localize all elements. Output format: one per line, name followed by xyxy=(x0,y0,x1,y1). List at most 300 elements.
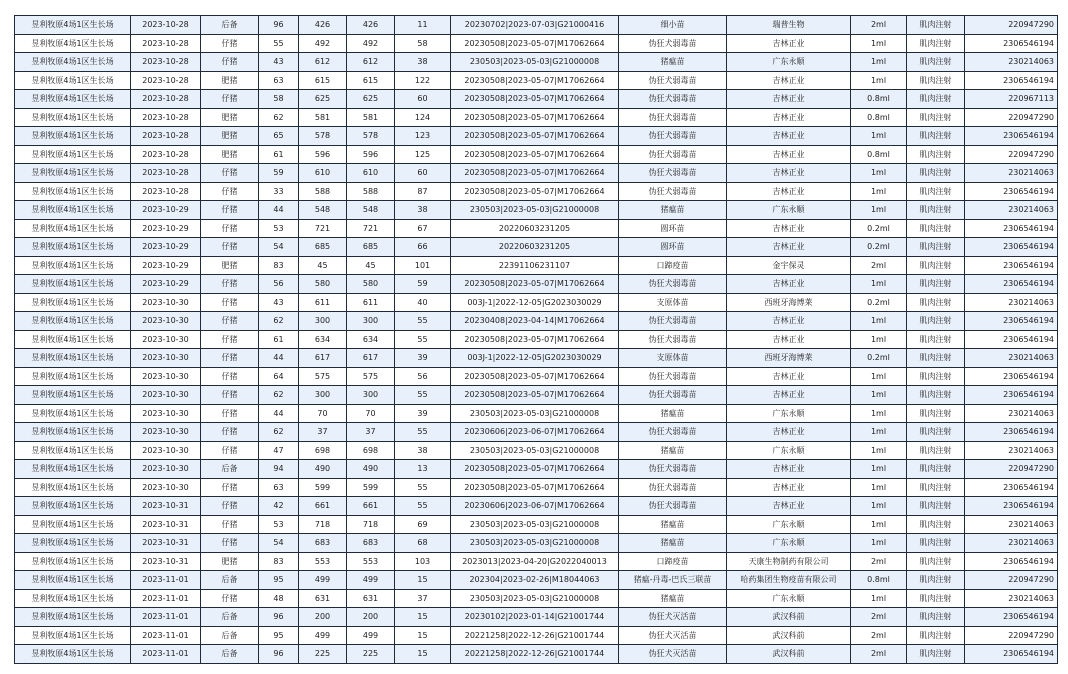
cell-farm[interactable]: 昱利牧原4场1区生长场 xyxy=(15,293,131,312)
cell-vaccine[interactable]: 伪狂犬弱毒苗 xyxy=(619,90,727,109)
cell-pig-type[interactable]: 仔猪 xyxy=(201,386,259,405)
cell-count-b[interactable]: 625 xyxy=(347,90,395,109)
table-row[interactable] xyxy=(15,275,1058,294)
cell-date[interactable]: 2023-10-29 xyxy=(131,219,201,238)
cell-barn[interactable]: 62 xyxy=(259,386,299,405)
cell-age-days[interactable]: 40 xyxy=(395,293,451,312)
cell-doc-no[interactable]: 2306546194 xyxy=(965,312,1058,331)
cell-count-a[interactable]: 617 xyxy=(299,349,347,368)
cell-barn[interactable]: 54 xyxy=(259,238,299,257)
cell-doc-no[interactable]: 230214063 xyxy=(965,201,1058,220)
cell-manufacturer[interactable]: 广东永顺 xyxy=(727,53,851,72)
cell-pig-type[interactable]: 仔猪 xyxy=(201,164,259,183)
cell-age-days[interactable]: 15 xyxy=(395,645,451,664)
cell-batch[interactable]: 003J-1|2022-12-05|G2023030029 xyxy=(451,349,619,368)
cell-farm[interactable]: 昱利牧原4场1区生长场 xyxy=(15,238,131,257)
cell-age-days[interactable]: 37 xyxy=(395,589,451,608)
cell-vaccine[interactable]: 伪狂犬弱毒苗 xyxy=(619,182,727,201)
cell-vaccine[interactable]: 支原体苗 xyxy=(619,293,727,312)
cell-doc-no[interactable]: 230214063 xyxy=(965,293,1058,312)
cell-route[interactable]: 肌肉注射 xyxy=(907,478,965,497)
table-row[interactable] xyxy=(15,312,1058,331)
cell-barn[interactable]: 56 xyxy=(259,275,299,294)
cell-count-a[interactable]: 661 xyxy=(299,497,347,516)
cell-barn[interactable]: 62 xyxy=(259,108,299,127)
cell-farm[interactable]: 昱利牧原4场1区生长场 xyxy=(15,497,131,516)
cell-doc-no[interactable]: 220947290 xyxy=(965,571,1058,590)
cell-date[interactable]: 2023-10-30 xyxy=(131,404,201,423)
cell-count-a[interactable]: 578 xyxy=(299,127,347,146)
cell-pig-type[interactable]: 后备 xyxy=(201,16,259,35)
cell-route[interactable]: 肌肉注射 xyxy=(907,71,965,90)
table-row[interactable] xyxy=(15,108,1058,127)
cell-dose[interactable]: 0.8ml xyxy=(851,571,907,590)
cell-batch[interactable]: 20220603231205 xyxy=(451,219,619,238)
cell-batch[interactable]: 230503|2023-05-03|G21000008 xyxy=(451,53,619,72)
cell-barn[interactable]: 44 xyxy=(259,349,299,368)
cell-count-b[interactable]: 225 xyxy=(347,645,395,664)
cell-date[interactable]: 2023-10-31 xyxy=(131,552,201,571)
table-row[interactable] xyxy=(15,534,1058,553)
cell-dose[interactable]: 1ml xyxy=(851,53,907,72)
cell-batch[interactable]: 20230508|2023-05-07|M17062664 xyxy=(451,367,619,386)
cell-count-a[interactable]: 610 xyxy=(299,164,347,183)
cell-dose[interactable]: 0.2ml xyxy=(851,349,907,368)
cell-doc-no[interactable]: 2306546194 xyxy=(965,552,1058,571)
cell-vaccine[interactable]: 伪狂犬弱毒苗 xyxy=(619,164,727,183)
cell-farm[interactable]: 昱利牧原4场1区生长场 xyxy=(15,367,131,386)
cell-date[interactable]: 2023-10-30 xyxy=(131,349,201,368)
table-row[interactable] xyxy=(15,164,1058,183)
cell-age-days[interactable]: 58 xyxy=(395,34,451,53)
cell-pig-type[interactable]: 肥猪 xyxy=(201,127,259,146)
cell-manufacturer[interactable]: 吉林正业 xyxy=(727,460,851,479)
cell-vaccine[interactable]: 口蹄疫苗 xyxy=(619,256,727,275)
cell-manufacturer[interactable]: 广东永顺 xyxy=(727,201,851,220)
cell-count-a[interactable]: 225 xyxy=(299,645,347,664)
cell-batch[interactable]: 202304|2023-02-26|M18044063 xyxy=(451,571,619,590)
cell-batch[interactable]: 20230606|2023-06-07|M17062664 xyxy=(451,423,619,442)
cell-barn[interactable]: 65 xyxy=(259,127,299,146)
cell-date[interactable]: 2023-10-30 xyxy=(131,478,201,497)
cell-vaccine[interactable]: 伪狂犬弱毒苗 xyxy=(619,145,727,164)
cell-age-days[interactable]: 11 xyxy=(395,16,451,35)
cell-date[interactable]: 2023-11-01 xyxy=(131,608,201,627)
cell-pig-type[interactable]: 仔猪 xyxy=(201,497,259,516)
cell-manufacturer[interactable]: 吉林正业 xyxy=(727,330,851,349)
cell-date[interactable]: 2023-10-30 xyxy=(131,367,201,386)
cell-vaccine[interactable]: 支原体苗 xyxy=(619,349,727,368)
cell-doc-no[interactable]: 220947290 xyxy=(965,626,1058,645)
cell-age-days[interactable]: 15 xyxy=(395,608,451,627)
cell-date[interactable]: 2023-11-01 xyxy=(131,645,201,664)
cell-batch[interactable]: 20230508|2023-05-07|M17062664 xyxy=(451,275,619,294)
cell-vaccine[interactable]: 细小苗 xyxy=(619,16,727,35)
table-row[interactable] xyxy=(15,645,1058,664)
cell-count-b[interactable]: 578 xyxy=(347,127,395,146)
cell-count-a[interactable]: 490 xyxy=(299,460,347,479)
cell-batch[interactable]: 20221258|2022-12-26|G21001744 xyxy=(451,645,619,664)
cell-vaccine[interactable]: 猪瘟苗 xyxy=(619,515,727,534)
cell-count-b[interactable]: 300 xyxy=(347,312,395,331)
cell-pig-type[interactable]: 仔猪 xyxy=(201,423,259,442)
table-row[interactable] xyxy=(15,34,1058,53)
cell-batch[interactable]: 20230508|2023-05-07|M17062664 xyxy=(451,478,619,497)
cell-doc-no[interactable]: 2306546194 xyxy=(965,256,1058,275)
cell-date[interactable]: 2023-10-30 xyxy=(131,423,201,442)
cell-manufacturer[interactable]: 西班牙海博莱 xyxy=(727,349,851,368)
cell-pig-type[interactable]: 仔猪 xyxy=(201,515,259,534)
cell-doc-no[interactable]: 2306546194 xyxy=(965,182,1058,201)
cell-dose[interactable]: 0.2ml xyxy=(851,219,907,238)
cell-farm[interactable]: 昱利牧原4场1区生长场 xyxy=(15,441,131,460)
cell-route[interactable]: 肌肉注射 xyxy=(907,589,965,608)
cell-farm[interactable]: 昱利牧原4场1区生长场 xyxy=(15,552,131,571)
cell-date[interactable]: 2023-10-31 xyxy=(131,515,201,534)
table-row[interactable] xyxy=(15,182,1058,201)
cell-date[interactable]: 2023-10-28 xyxy=(131,145,201,164)
cell-farm[interactable]: 昱利牧原4场1区生长场 xyxy=(15,423,131,442)
cell-pig-type[interactable]: 肥猪 xyxy=(201,552,259,571)
cell-dose[interactable]: 1ml xyxy=(851,534,907,553)
cell-count-b[interactable]: 634 xyxy=(347,330,395,349)
cell-route[interactable]: 肌肉注射 xyxy=(907,275,965,294)
cell-manufacturer[interactable]: 吉林正业 xyxy=(727,145,851,164)
cell-count-a[interactable]: 499 xyxy=(299,626,347,645)
cell-count-b[interactable]: 718 xyxy=(347,515,395,534)
cell-count-a[interactable]: 37 xyxy=(299,423,347,442)
cell-manufacturer[interactable]: 广东永顺 xyxy=(727,404,851,423)
cell-doc-no[interactable]: 220967113 xyxy=(965,90,1058,109)
cell-batch[interactable]: 20230606|2023-06-07|M17062664 xyxy=(451,497,619,516)
cell-age-days[interactable]: 55 xyxy=(395,312,451,331)
cell-age-days[interactable]: 101 xyxy=(395,256,451,275)
table-row[interactable] xyxy=(15,90,1058,109)
cell-doc-no[interactable]: 220947290 xyxy=(965,108,1058,127)
cell-route[interactable]: 肌肉注射 xyxy=(907,201,965,220)
cell-count-a[interactable]: 300 xyxy=(299,312,347,331)
cell-pig-type[interactable]: 仔猪 xyxy=(201,90,259,109)
cell-barn[interactable]: 53 xyxy=(259,515,299,534)
cell-barn[interactable]: 95 xyxy=(259,571,299,590)
cell-pig-type[interactable]: 仔猪 xyxy=(201,478,259,497)
cell-date[interactable]: 2023-10-28 xyxy=(131,71,201,90)
cell-count-b[interactable]: 721 xyxy=(347,219,395,238)
cell-manufacturer[interactable]: 武汉科前 xyxy=(727,645,851,664)
cell-dose[interactable]: 0.8ml xyxy=(851,90,907,109)
cell-batch[interactable]: 2023013|2023-04-20|G2022040013 xyxy=(451,552,619,571)
cell-barn[interactable]: 44 xyxy=(259,201,299,220)
cell-count-b[interactable]: 588 xyxy=(347,182,395,201)
cell-doc-no[interactable]: 2306546194 xyxy=(965,608,1058,627)
cell-manufacturer[interactable]: 金宇保灵 xyxy=(727,256,851,275)
cell-batch[interactable]: 20230508|2023-05-07|M17062664 xyxy=(451,460,619,479)
cell-route[interactable]: 肌肉注射 xyxy=(907,293,965,312)
cell-manufacturer[interactable]: 吉林正业 xyxy=(727,219,851,238)
cell-age-days[interactable]: 55 xyxy=(395,330,451,349)
cell-farm[interactable]: 昱利牧原4场1区生长场 xyxy=(15,571,131,590)
cell-count-b[interactable]: 499 xyxy=(347,626,395,645)
cell-dose[interactable]: 1ml xyxy=(851,423,907,442)
cell-route[interactable]: 肌肉注射 xyxy=(907,256,965,275)
cell-pig-type[interactable]: 仔猪 xyxy=(201,293,259,312)
cell-vaccine[interactable]: 伪狂犬弱毒苗 xyxy=(619,497,727,516)
cell-route[interactable]: 肌肉注射 xyxy=(907,238,965,257)
cell-batch[interactable]: 20221258|2022-12-26|G21001744 xyxy=(451,626,619,645)
cell-manufacturer[interactable]: 吉林正业 xyxy=(727,34,851,53)
table-row[interactable] xyxy=(15,478,1058,497)
cell-route[interactable]: 肌肉注射 xyxy=(907,626,965,645)
table-row[interactable] xyxy=(15,589,1058,608)
cell-age-days[interactable]: 69 xyxy=(395,515,451,534)
cell-manufacturer[interactable]: 吉林正业 xyxy=(727,423,851,442)
cell-farm[interactable]: 昱利牧原4场1区生长场 xyxy=(15,34,131,53)
cell-dose[interactable]: 1ml xyxy=(851,330,907,349)
cell-age-days[interactable]: 55 xyxy=(395,478,451,497)
cell-batch[interactable]: 20230508|2023-05-07|M17062664 xyxy=(451,34,619,53)
table-row[interactable] xyxy=(15,71,1058,90)
cell-barn[interactable]: 61 xyxy=(259,330,299,349)
cell-doc-no[interactable]: 220947290 xyxy=(965,145,1058,164)
cell-manufacturer[interactable]: 广东永顺 xyxy=(727,589,851,608)
cell-dose[interactable]: 0.2ml xyxy=(851,293,907,312)
cell-count-b[interactable]: 683 xyxy=(347,534,395,553)
cell-batch[interactable]: 20230408|2023-04-14|M17062664 xyxy=(451,312,619,331)
cell-count-b[interactable]: 45 xyxy=(347,256,395,275)
cell-count-b[interactable]: 599 xyxy=(347,478,395,497)
cell-count-b[interactable]: 615 xyxy=(347,71,395,90)
cell-dose[interactable]: 1ml xyxy=(851,127,907,146)
cell-farm[interactable]: 昱利牧原4场1区生长场 xyxy=(15,71,131,90)
cell-dose[interactable]: 1ml xyxy=(851,386,907,405)
cell-farm[interactable]: 昱利牧原4场1区生长场 xyxy=(15,312,131,331)
cell-farm[interactable]: 昱利牧原4场1区生长场 xyxy=(15,515,131,534)
table-row[interactable] xyxy=(15,219,1058,238)
cell-route[interactable]: 肌肉注射 xyxy=(907,534,965,553)
cell-farm[interactable]: 昱利牧原4场1区生长场 xyxy=(15,145,131,164)
cell-age-days[interactable]: 66 xyxy=(395,238,451,257)
cell-dose[interactable]: 1ml xyxy=(851,589,907,608)
cell-barn[interactable]: 33 xyxy=(259,182,299,201)
cell-vaccine[interactable]: 猪瘟苗 xyxy=(619,589,727,608)
cell-route[interactable]: 肌肉注射 xyxy=(907,127,965,146)
cell-farm[interactable]: 昱利牧原4场1区生长场 xyxy=(15,256,131,275)
cell-date[interactable]: 2023-11-01 xyxy=(131,589,201,608)
cell-route[interactable]: 肌肉注射 xyxy=(907,219,965,238)
cell-dose[interactable]: 2ml xyxy=(851,256,907,275)
cell-count-a[interactable]: 580 xyxy=(299,275,347,294)
cell-vaccine[interactable]: 伪狂犬弱毒苗 xyxy=(619,71,727,90)
cell-farm[interactable]: 昱利牧原4场1区生长场 xyxy=(15,349,131,368)
cell-route[interactable]: 肌肉注射 xyxy=(907,386,965,405)
cell-batch[interactable]: 20220603231205 xyxy=(451,238,619,257)
cell-route[interactable]: 肌肉注射 xyxy=(907,330,965,349)
cell-count-a[interactable]: 631 xyxy=(299,589,347,608)
cell-vaccine[interactable]: 伪狂犬弱毒苗 xyxy=(619,312,727,331)
cell-count-b[interactable]: 553 xyxy=(347,552,395,571)
cell-doc-no[interactable]: 2306546194 xyxy=(965,386,1058,405)
cell-date[interactable]: 2023-10-28 xyxy=(131,164,201,183)
table-row[interactable] xyxy=(15,608,1058,627)
cell-barn[interactable]: 62 xyxy=(259,423,299,442)
cell-manufacturer[interactable]: 天康生物制药有限公司 xyxy=(727,552,851,571)
cell-manufacturer[interactable]: 西班牙海博莱 xyxy=(727,293,851,312)
cell-vaccine[interactable]: 伪狂犬弱毒苗 xyxy=(619,423,727,442)
cell-batch[interactable]: 20230508|2023-05-07|M17062664 xyxy=(451,164,619,183)
cell-route[interactable]: 肌肉注射 xyxy=(907,182,965,201)
cell-date[interactable]: 2023-11-01 xyxy=(131,626,201,645)
cell-barn[interactable]: 58 xyxy=(259,90,299,109)
cell-batch[interactable]: 20230508|2023-05-07|M17062664 xyxy=(451,90,619,109)
cell-manufacturer[interactable]: 吉林正业 xyxy=(727,478,851,497)
cell-barn[interactable]: 48 xyxy=(259,589,299,608)
cell-count-b[interactable]: 698 xyxy=(347,441,395,460)
cell-dose[interactable]: 2ml xyxy=(851,608,907,627)
cell-date[interactable]: 2023-10-29 xyxy=(131,256,201,275)
cell-doc-no[interactable]: 2306546194 xyxy=(965,34,1058,53)
cell-farm[interactable]: 昱利牧原4场1区生长场 xyxy=(15,275,131,294)
cell-pig-type[interactable]: 后备 xyxy=(201,571,259,590)
cell-farm[interactable]: 昱利牧原4场1区生长场 xyxy=(15,460,131,479)
cell-vaccine[interactable]: 伪狂犬灭活苗 xyxy=(619,645,727,664)
cell-manufacturer[interactable]: 吉林正业 xyxy=(727,367,851,386)
cell-doc-no[interactable]: 2306546194 xyxy=(965,127,1058,146)
cell-barn[interactable]: 63 xyxy=(259,71,299,90)
cell-vaccine[interactable]: 伪狂犬弱毒苗 xyxy=(619,330,727,349)
cell-pig-type[interactable]: 后备 xyxy=(201,608,259,627)
cell-dose[interactable]: 1ml xyxy=(851,441,907,460)
cell-farm[interactable]: 昱利牧原4场1区生长场 xyxy=(15,404,131,423)
cell-barn[interactable]: 64 xyxy=(259,367,299,386)
cell-age-days[interactable]: 56 xyxy=(395,367,451,386)
cell-dose[interactable]: 1ml xyxy=(851,460,907,479)
cell-vaccine[interactable]: 伪狂犬弱毒苗 xyxy=(619,108,727,127)
cell-farm[interactable]: 昱利牧原4场1区生长场 xyxy=(15,164,131,183)
cell-vaccine[interactable]: 伪狂犬弱毒苗 xyxy=(619,275,727,294)
cell-batch[interactable]: 20230102|2023-01-14|G21001744 xyxy=(451,608,619,627)
cell-date[interactable]: 2023-10-28 xyxy=(131,34,201,53)
cell-route[interactable]: 肌肉注射 xyxy=(907,404,965,423)
cell-doc-no[interactable]: 2306546194 xyxy=(965,275,1058,294)
cell-date[interactable]: 2023-10-29 xyxy=(131,238,201,257)
cell-count-a[interactable]: 300 xyxy=(299,386,347,405)
cell-count-a[interactable]: 548 xyxy=(299,201,347,220)
cell-age-days[interactable]: 55 xyxy=(395,423,451,442)
cell-route[interactable]: 肌肉注射 xyxy=(907,164,965,183)
cell-barn[interactable]: 95 xyxy=(259,626,299,645)
cell-dose[interactable]: 1ml xyxy=(851,497,907,516)
cell-route[interactable]: 肌肉注射 xyxy=(907,608,965,627)
cell-age-days[interactable]: 124 xyxy=(395,108,451,127)
cell-barn[interactable]: 62 xyxy=(259,312,299,331)
cell-barn[interactable]: 59 xyxy=(259,164,299,183)
cell-farm[interactable]: 昱利牧原4场1区生长场 xyxy=(15,626,131,645)
cell-count-a[interactable]: 581 xyxy=(299,108,347,127)
cell-vaccine[interactable]: 伪狂犬弱毒苗 xyxy=(619,367,727,386)
cell-count-a[interactable]: 612 xyxy=(299,53,347,72)
cell-date[interactable]: 2023-10-29 xyxy=(131,275,201,294)
table-row[interactable] xyxy=(15,497,1058,516)
table-row[interactable] xyxy=(15,201,1058,220)
cell-barn[interactable]: 55 xyxy=(259,34,299,53)
cell-age-days[interactable]: 39 xyxy=(395,404,451,423)
cell-date[interactable]: 2023-10-28 xyxy=(131,108,201,127)
cell-barn[interactable]: 94 xyxy=(259,460,299,479)
cell-age-days[interactable]: 68 xyxy=(395,534,451,553)
cell-dose[interactable]: 1ml xyxy=(851,404,907,423)
cell-date[interactable]: 2023-10-30 xyxy=(131,441,201,460)
cell-farm[interactable]: 昱利牧原4场1区生长场 xyxy=(15,608,131,627)
cell-dose[interactable]: 1ml xyxy=(851,182,907,201)
cell-manufacturer[interactable]: 武汉科前 xyxy=(727,626,851,645)
cell-barn[interactable]: 53 xyxy=(259,219,299,238)
cell-farm[interactable]: 昱利牧原4场1区生长场 xyxy=(15,53,131,72)
cell-route[interactable]: 肌肉注射 xyxy=(907,497,965,516)
cell-barn[interactable]: 96 xyxy=(259,645,299,664)
cell-manufacturer[interactable]: 武汉科前 xyxy=(727,608,851,627)
cell-manufacturer[interactable]: 吉林正业 xyxy=(727,71,851,90)
cell-count-a[interactable]: 596 xyxy=(299,145,347,164)
cell-count-a[interactable]: 200 xyxy=(299,608,347,627)
table-row[interactable] xyxy=(15,367,1058,386)
cell-pig-type[interactable]: 肥猪 xyxy=(201,256,259,275)
cell-doc-no[interactable]: 2306546194 xyxy=(965,330,1058,349)
cell-vaccine[interactable]: 猪瘟苗 xyxy=(619,201,727,220)
cell-count-b[interactable]: 200 xyxy=(347,608,395,627)
cell-date[interactable]: 2023-10-30 xyxy=(131,386,201,405)
cell-route[interactable]: 肌肉注射 xyxy=(907,552,965,571)
cell-batch[interactable]: 230503|2023-05-03|G21000008 xyxy=(451,441,619,460)
cell-doc-no[interactable]: 2306546194 xyxy=(965,497,1058,516)
cell-count-a[interactable]: 426 xyxy=(299,16,347,35)
cell-count-b[interactable]: 685 xyxy=(347,238,395,257)
cell-count-b[interactable]: 581 xyxy=(347,108,395,127)
cell-farm[interactable]: 昱利牧原4场1区生长场 xyxy=(15,16,131,35)
cell-pig-type[interactable]: 肥猪 xyxy=(201,71,259,90)
cell-count-a[interactable]: 611 xyxy=(299,293,347,312)
cell-age-days[interactable]: 103 xyxy=(395,552,451,571)
cell-vaccine[interactable]: 猪瘟苗 xyxy=(619,53,727,72)
cell-pig-type[interactable]: 仔猪 xyxy=(201,53,259,72)
cell-doc-no[interactable]: 230214063 xyxy=(965,164,1058,183)
cell-batch[interactable]: 20230508|2023-05-07|M17062664 xyxy=(451,145,619,164)
cell-manufacturer[interactable]: 广东永顺 xyxy=(727,534,851,553)
cell-route[interactable]: 肌肉注射 xyxy=(907,145,965,164)
cell-manufacturer[interactable]: 哈药集团生物疫苗有限公司 xyxy=(727,571,851,590)
cell-barn[interactable]: 43 xyxy=(259,53,299,72)
cell-batch[interactable]: 230503|2023-05-03|G21000008 xyxy=(451,534,619,553)
cell-doc-no[interactable]: 2306546194 xyxy=(965,645,1058,664)
cell-count-b[interactable]: 492 xyxy=(347,34,395,53)
cell-count-b[interactable]: 661 xyxy=(347,497,395,516)
cell-pig-type[interactable]: 仔猪 xyxy=(201,349,259,368)
cell-count-b[interactable]: 300 xyxy=(347,386,395,405)
cell-batch[interactable]: 230503|2023-05-03|G21000008 xyxy=(451,589,619,608)
cell-manufacturer[interactable]: 吉林正业 xyxy=(727,182,851,201)
cell-barn[interactable]: 83 xyxy=(259,256,299,275)
cell-dose[interactable]: 2ml xyxy=(851,626,907,645)
cell-count-a[interactable]: 575 xyxy=(299,367,347,386)
cell-doc-no[interactable]: 2306546194 xyxy=(965,219,1058,238)
cell-farm[interactable]: 昱利牧原4场1区生长场 xyxy=(15,534,131,553)
cell-dose[interactable]: 1ml xyxy=(851,71,907,90)
cell-date[interactable]: 2023-10-28 xyxy=(131,53,201,72)
table-row[interactable] xyxy=(15,349,1058,368)
cell-pig-type[interactable]: 仔猪 xyxy=(201,404,259,423)
cell-date[interactable]: 2023-10-28 xyxy=(131,90,201,109)
cell-doc-no[interactable]: 230214063 xyxy=(965,404,1058,423)
cell-count-a[interactable]: 588 xyxy=(299,182,347,201)
